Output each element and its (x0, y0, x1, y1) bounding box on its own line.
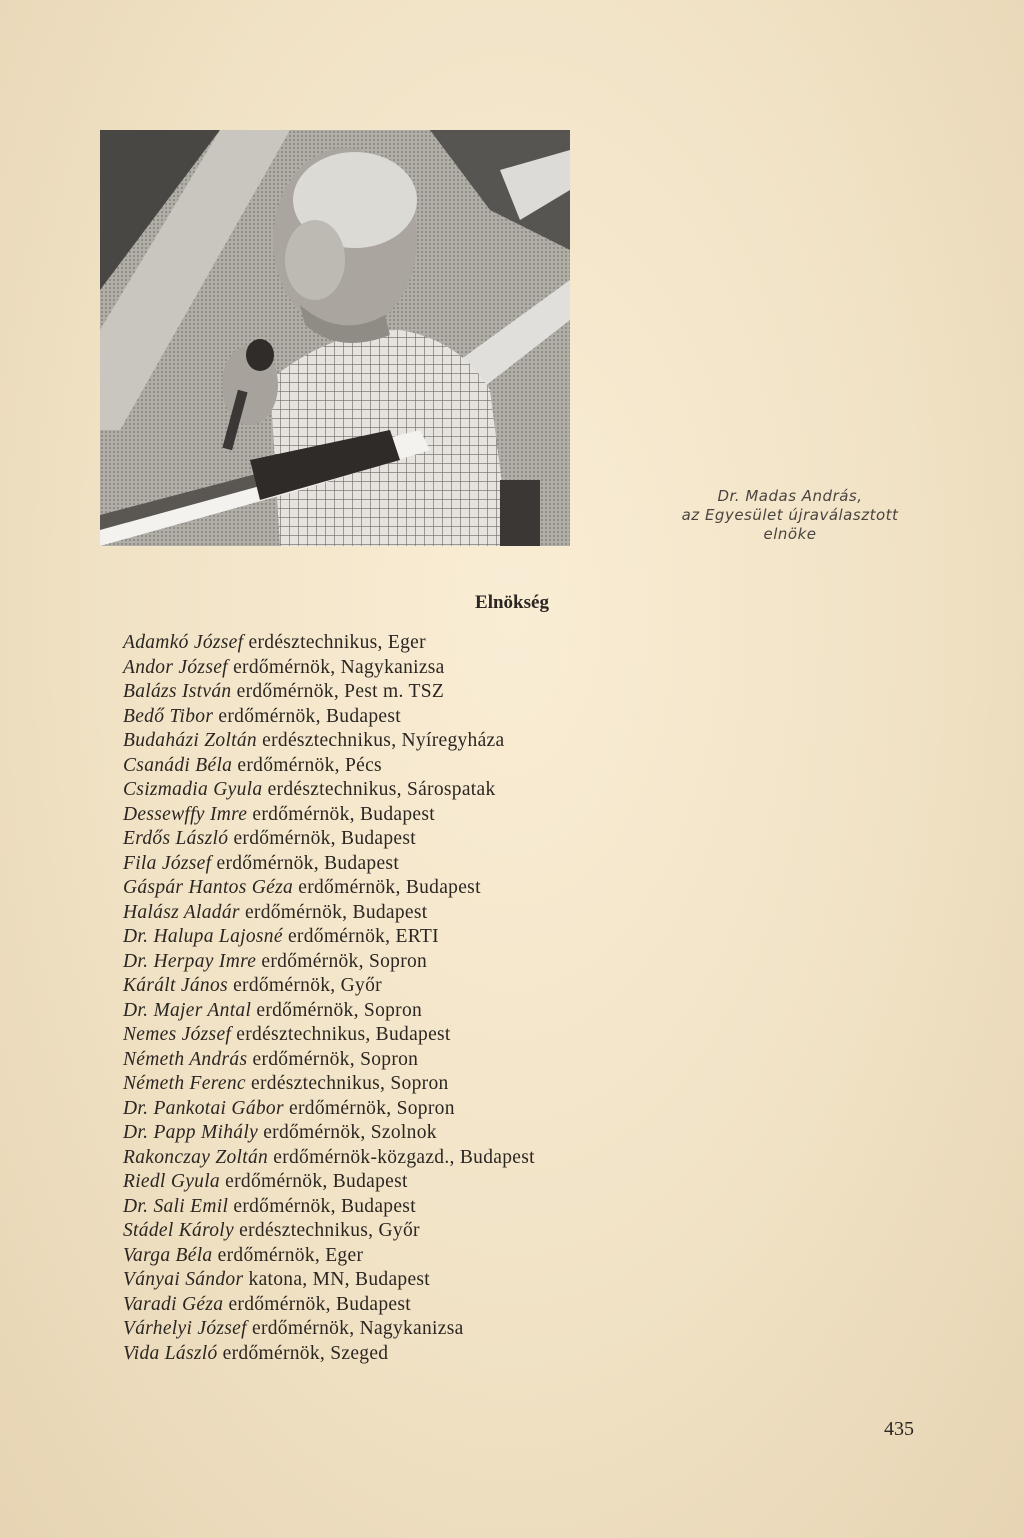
list-item (123, 1048, 535, 1073)
list-item (123, 803, 535, 828)
member-desc: erdőmérnök, Pest m. TSZ (231, 681, 445, 702)
member-name: Gáspár Hantos Géza (123, 877, 294, 898)
list-item (123, 827, 535, 852)
member-name: Dr. Halupa Lajosné (123, 926, 283, 947)
member-desc: erdőmérnök, Sopron (247, 1048, 419, 1070)
member-desc: erdőmérnök, Budapest (293, 877, 481, 898)
list-item (123, 950, 535, 975)
list-item (123, 1146, 535, 1171)
member-name: Halász Aladár (123, 901, 240, 923)
member-desc: erdésztechnikus, Eger (243, 632, 426, 653)
member-name: Rakonczay Zoltán (123, 1146, 269, 1168)
member-name: Varga Béla (123, 1244, 213, 1266)
member-desc: erdőmérnök, Budapest (219, 1171, 408, 1192)
list-item (123, 1023, 535, 1048)
list-item (123, 1072, 535, 1097)
member-name: Andor József (123, 656, 228, 678)
member-name: Erdős László (123, 828, 229, 849)
member-name: Dr. Majer Antal (123, 999, 252, 1021)
member-desc: erdőmérnök, Sopron (283, 1097, 455, 1119)
member-name: Adamkó József (123, 632, 244, 653)
member-name: Várhelyi József (123, 1318, 247, 1339)
portrait-photo (100, 130, 570, 546)
member-name: Csanádi Béla (123, 754, 233, 776)
member-desc: katona, MN, Budapest (243, 1269, 431, 1290)
member-name: Vida László (123, 1342, 218, 1364)
photo-caption (625, 487, 955, 544)
member-name: Kárált János (123, 975, 228, 996)
member-name: Dr. Pankotai Gábor (123, 1097, 284, 1119)
list-item (123, 1097, 535, 1122)
member-desc: erdőmérnök, Budapest (228, 828, 416, 849)
member-name: Németh András (123, 1048, 248, 1070)
list-item (123, 852, 535, 877)
member-desc: erdőmérnök, Budapest (223, 1293, 411, 1315)
member-name: Nemes József (123, 1024, 232, 1045)
member-name: Dr. Herpay Imre (123, 950, 257, 972)
member-desc: erdőmérnök-közgazd., Budapest (268, 1146, 535, 1168)
member-name: Balázs István (123, 681, 232, 702)
member-desc: erdőmérnök, Szeged (217, 1342, 389, 1364)
member-name: Bedő Tibor (123, 705, 214, 727)
member-name: Ványai Sándor (123, 1269, 244, 1290)
list-item (123, 925, 535, 950)
list-item (123, 705, 535, 730)
list-item (123, 1317, 535, 1342)
member-desc: erdőmérnök, ERTI (282, 926, 439, 947)
member-desc: erdésztechnikus, Győr (233, 1220, 420, 1241)
member-desc: erdésztechnikus, Nyíregyháza (256, 730, 505, 751)
member-name: Stádel Károly (123, 1220, 234, 1241)
list-item (123, 656, 535, 681)
member-desc: erdőmérnök, Budapest (239, 901, 428, 923)
member-desc: erdőmérnök, Pécs (232, 754, 382, 776)
list-item (123, 1268, 535, 1293)
member-desc: erdőmérnök, Sopron (256, 950, 428, 972)
list-item (123, 999, 535, 1024)
list-item (123, 1342, 535, 1367)
list-item (123, 901, 535, 926)
member-desc: erdőmérnök, Szolnok (258, 1122, 437, 1143)
member-desc: erdésztechnikus, Sopron (245, 1073, 449, 1094)
list-item (123, 754, 535, 779)
member-desc: erdésztechnikus, Budapest (231, 1024, 451, 1045)
member-desc: erdőmérnök, Budapest (213, 705, 401, 727)
list-item (123, 876, 535, 901)
list-item (123, 1170, 535, 1195)
list-item (123, 680, 535, 705)
member-name: Dr. Sali Emil (123, 1195, 229, 1217)
member-desc: erdésztechnikus, Sárospatak (262, 779, 496, 800)
page-number: 435 (884, 1418, 914, 1440)
member-name: Fila József (123, 852, 212, 874)
member-name: Budaházi Zoltán (123, 730, 257, 751)
list-item (123, 1121, 535, 1146)
member-desc: erdőmérnök, Győr (227, 975, 382, 996)
list-item (123, 631, 535, 656)
member-desc: erdőmérnök, Eger (212, 1244, 364, 1266)
list-item (123, 974, 535, 999)
list-item (123, 778, 535, 803)
list-item (123, 729, 535, 754)
section-title: Elnökség (475, 592, 549, 613)
member-desc: erdőmérnök, Nagykanizsa (246, 1318, 464, 1339)
caption-line: elnöke (763, 525, 817, 543)
member-name: Dr. Papp Mihály (123, 1122, 259, 1143)
caption-line: Dr. Madas András, (717, 487, 863, 505)
member-desc: erdőmérnök, Sopron (251, 999, 423, 1021)
member-name: Dessewffy Imre (123, 803, 248, 825)
portrait-photo-icon (100, 130, 570, 546)
member-desc: erdőmérnök, Budapest (247, 803, 435, 825)
member-desc: erdőmérnök, Nagykanizsa (227, 656, 445, 678)
member-name: Csizmadia Gyula (123, 779, 263, 800)
member-name: Riedl Gyula (123, 1171, 220, 1192)
caption-line: az Egyesület újraválasztott (681, 506, 899, 524)
list-item (123, 1219, 535, 1244)
member-name: Varadi Géza (123, 1293, 224, 1315)
member-desc: erdőmérnök, Budapest (211, 852, 400, 874)
list-item (123, 1195, 535, 1220)
list-item (123, 1244, 535, 1269)
member-desc: erdőmérnök, Budapest (228, 1195, 416, 1217)
member-list (123, 631, 535, 1366)
list-item (123, 1293, 535, 1318)
member-name: Németh Ferenc (123, 1073, 246, 1094)
